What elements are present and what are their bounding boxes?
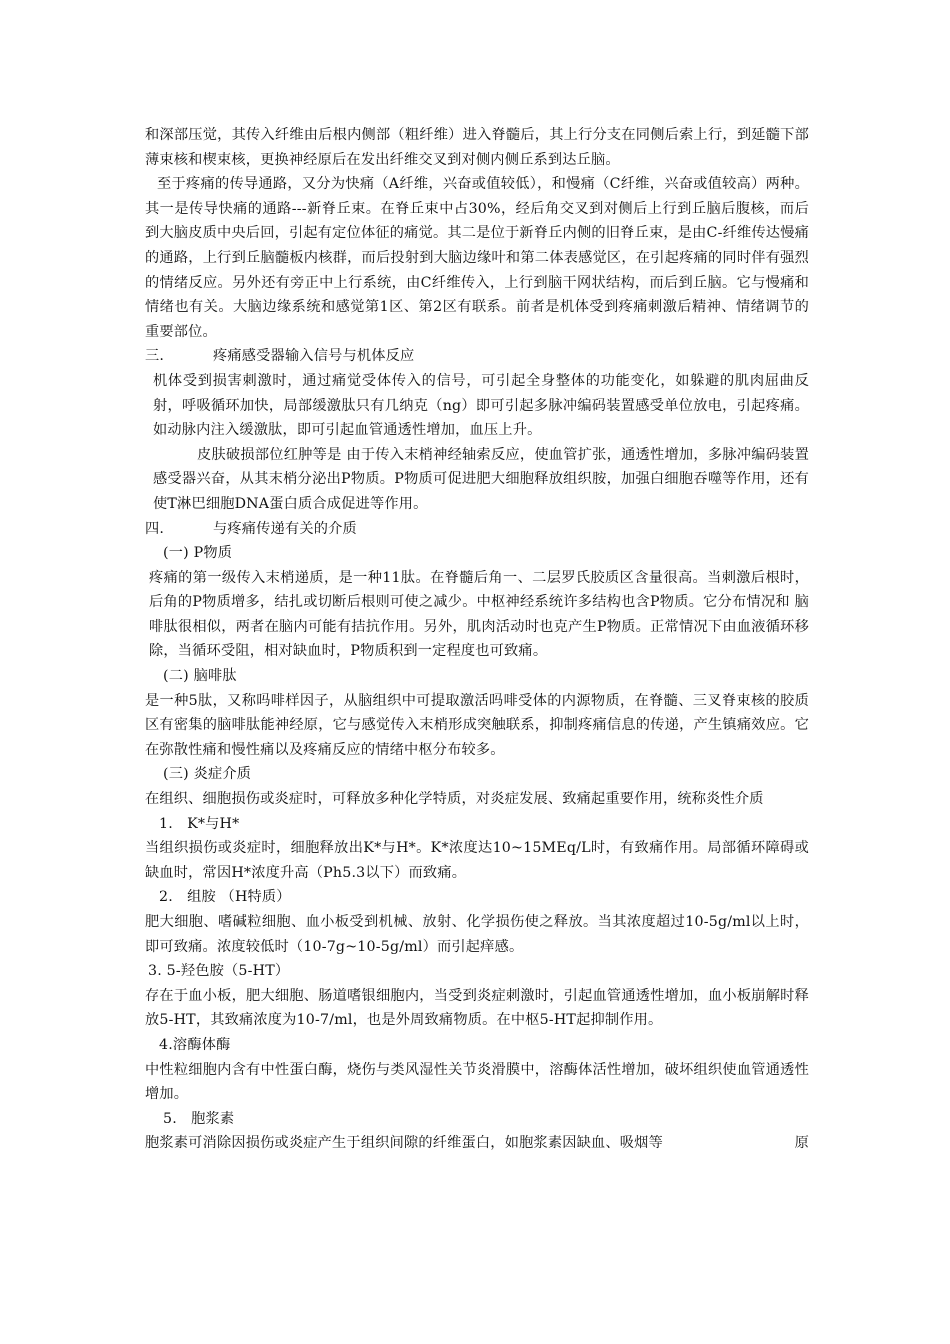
section-title: 与疼痛传递有关的介质	[213, 520, 357, 537]
list-item-heading: 4.溶酶体酶	[159, 1036, 231, 1053]
list-item-heading: 5. 胞浆素	[163, 1110, 235, 1127]
paragraph-text-end: 原	[794, 1135, 809, 1152]
paragraph: 肥大细胞、嗜碱粒细胞、血小板受到机械、放射、化学损伤使之释放。当其浓度超过10-5g/ml以上时，即可致痛。浓度较低时（10-7g~10-5g/ml）而引起痒感。	[145, 914, 809, 955]
section-heading-4	[145, 517, 809, 542]
section-number: 四.	[145, 520, 165, 537]
subsection-heading: (一) P物质	[163, 545, 233, 562]
document-body	[145, 123, 809, 1156]
section-number: 三.	[145, 348, 165, 365]
paragraph-text: 胞浆素可消除因损伤或炎症产生于组织间隙的纤维蛋白，如胞浆素因缺血、吸烟等	[145, 1135, 663, 1152]
paragraph: 机体受到损害刺激时，通过痛觉受体传入的信号，可引起全身整体的功能变化，如躲避的肌肉屈曲反射，呼吸循环加快，局部缓激肽只有几纳克（ng）即可引起多脉冲编码装置感受单位放电，引起疼痛。如动脉内注入缓激肽，即可引起血管通透性增加，血压上升。	[153, 372, 809, 439]
section-title: 疼痛感受器输入信号与机体反应	[213, 348, 415, 365]
paragraph: 至于疼痛的传导通路，又分为快痛（A纤维，兴奋或值较低），和慢痛（C纤维，兴奋或值较高）两种。其一是传导快痛的通路---新脊丘束。在脊丘束中占30%，经后角交叉到对侧后上行到丘脑后腹核，而后到大脑皮质中央后回，引起有定位体征的痛觉。其二是位于新脊丘内侧的旧脊丘束，是由C-纤维传达慢痛的通路，上行到丘脑髓板内核群，而后投射到大脑边缘叶和第二体表感觉区，在引起疼痛的同时伴有强烈的情绪反应。另外还有旁正中上行系统，由C纤维传入，上行到脑干网状结构，而后到丘脑。它与慢痛和情绪也有关。大脑边缘系统和感觉第1区、第2区有联系。前者是机体受到疼痛刺激后精神、情绪调节的重要部位。	[145, 176, 809, 340]
subsection-heading: (二) 脑啡肽	[163, 668, 237, 685]
section-heading-3	[145, 344, 809, 369]
paragraph-last-line	[145, 1131, 809, 1156]
paragraph: 皮肤破损部位红肿等是 由于传入末梢神经轴索反应，使血管扩张，通透性增加，多脉冲编码装置感受器兴奋，从其末梢分泌出P物质。P物质可促进肥大细胞释放组织胺，加强白细胞吞噬等作用，还有使T淋巴细胞DNA蛋白质合成促进等作用。	[153, 446, 809, 512]
paragraph: 疼痛的第一级传入末梢递质，是一种11肽。在脊髓后角一、二层罗氏胶质区含量很高。当刺激后根时，后角的P物质增多，结扎或切断后根则可使之减少。中枢神经系统许多结构也含P物质。它分布情况和 脑啡肽很相似，两者在脑内可能有拮抗作用。另外，肌肉活动时也克产生P物质。正常情况下由血液循环移除，当循环受阻，相对缺血时，P物质积到一定程度也可致痛。	[149, 569, 809, 660]
paragraph: 在组织、细胞损伤或炎症时，可释放多种化学特质，对炎症发展、致痛起重要作用，统称炎性介质	[145, 791, 764, 808]
paragraph: 存在于血小板，肥大细胞、肠道嗜银细胞内，当受到炎症刺激时，引起血管通透性增加，血小板崩解时释放5-HT，其致痛浓度为10-7/ml，也是外周致痛物质。在中枢5-HT起抑制作用。	[145, 987, 809, 1029]
subsection-heading: (三) 炎症介质	[163, 766, 252, 783]
list-item-heading: 3. 5-羟色胺（5-HT）	[148, 963, 290, 980]
paragraph: 中性粒细胞内含有中性蛋白酶，烧伤与类风湿性关节炎滑膜中，溶酶体活性增加，破坏组织使血管通透性增加。	[145, 1061, 809, 1103]
paragraph: 当组织损伤或炎症时，细胞释放出K*与H*。K*浓度达10~15MEq/L时，有致痛作用。局部循环障碍或缺血时，常因H*浓度升高（Ph5.3以下）而致痛。	[145, 840, 809, 881]
list-item-heading: 1. K*与H*	[159, 815, 240, 832]
paragraph: 和深部压觉，其传入纤维由后根内侧部（粗纤维）进入脊髓后，其上行分支在同侧后索上行，到延髓下部薄束核和楔束核，更换神经原后在发出纤维交叉到对侧内侧丘系到达丘脑。	[145, 127, 809, 168]
paragraph: 是一种5肽，又称吗啡样因子，从脑组织中可提取激活吗啡受体的内源物质，在脊髓、三叉脊束核的胶质区有密集的脑啡肽能神经原，它与感觉传入末梢形成突触联系，抑制疼痛信息的传递，产生镇痛效应。它在弥散性痛和慢性痛以及疼痛反应的情绪中枢分布较多。	[145, 692, 809, 758]
list-item-heading: 2. 组胺 （H特质）	[159, 889, 291, 906]
